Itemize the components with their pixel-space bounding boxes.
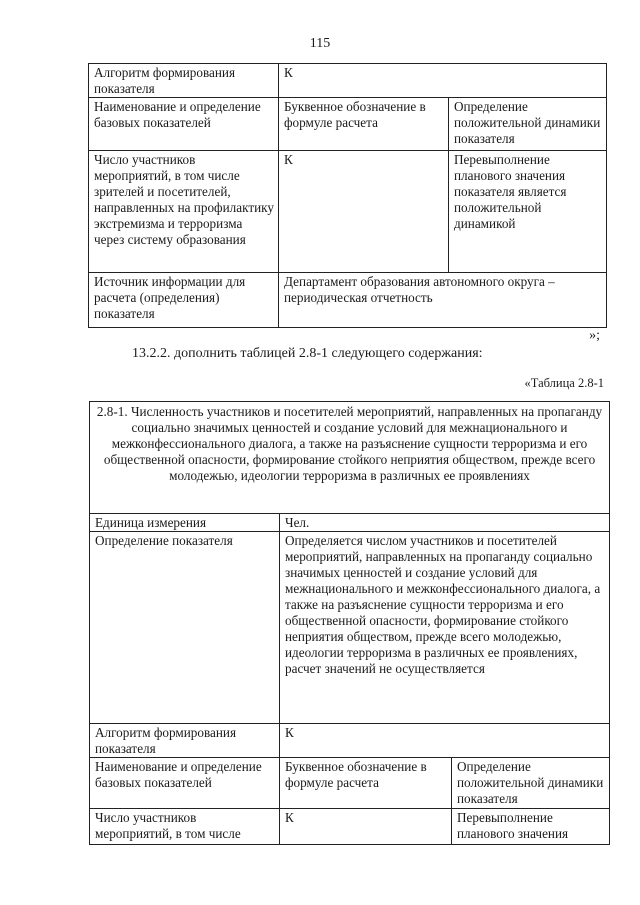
indicator-table-2-8-1 [89, 401, 610, 845]
closing-quote: »; [589, 328, 600, 343]
intro-paragraph: 13.2.2. дополнить таблицей 2.8-1 следующего содержания: [132, 346, 483, 361]
table-cell: Буквенное обозначение в формуле расчета [280, 758, 452, 809]
indicator-table-continued [88, 63, 607, 328]
table-cell: Чел. [280, 514, 610, 532]
table-row [89, 64, 607, 98]
table-row [90, 809, 610, 845]
table-cell: Источник информации для расчета (определения) показателя [89, 273, 279, 328]
table-cell: Определение показателя [90, 532, 280, 724]
table-cell: К [279, 64, 607, 98]
table-row [90, 402, 610, 514]
table-cell: Наименование и определение базовых показателей [90, 758, 280, 809]
table-cell: Департамент образования автономного округа – периодическая отчетность [279, 273, 607, 328]
table-cell: Единица измерения [90, 514, 280, 532]
table-cell: Алгоритм формирования показателя [90, 724, 280, 758]
table-row [90, 532, 610, 724]
page-number: 115 [309, 36, 331, 51]
table-cell: Наименование и определение базовых показателей [89, 98, 279, 151]
table-row [90, 514, 610, 532]
table-cell: Буквенное обозначение в формуле расчета [279, 98, 449, 151]
table-row [90, 724, 610, 758]
table-cell: Определяется числом участников и посетителей мероприятий, направленных на пропаганду социально значимых ценностей и создание условий для межнационального и межконфессионального диалога, а также на разъяснение сущности терроризма и его общественной опасности, формирование стойкого неприятия обществом, прежде всего молодежью, идеологии терроризма в различных ее проявлениях, расчет значений не осуществляется [280, 532, 610, 724]
table-row [89, 98, 607, 151]
table-cell: Перевыполнение планового значения показателя является положительной динамикой [449, 151, 607, 273]
table-row [89, 273, 607, 328]
table-cell: К [279, 151, 449, 273]
table-cell: Алгоритм формирования показателя [89, 64, 279, 98]
table-title: 2.8-1. Численность участников и посетителей мероприятий, направленных на пропаганду социально значимых ценностей и создание условий для межнационального и межконфессионального диалога, а также на разъяснение сущности терроризма и его общественной опасности, формирование стойкого неприятия обществом, прежде всего молодежью, идеологии терроризма в различных ее проявлениях [90, 402, 610, 514]
table-cell: К [280, 809, 452, 845]
table-row [89, 151, 607, 273]
table-cell: Определение положительной динамики показателя [452, 758, 610, 809]
table-cell: Число участников мероприятий, в том числе [90, 809, 280, 845]
table-row [90, 758, 610, 809]
table-cell: Определение положительной динамики показателя [449, 98, 607, 151]
table-cell: Перевыполнение планового значения [452, 809, 610, 845]
table-cell: Число участников мероприятий, в том числе зрителей и посетителей, направленных на профилактику экстремизма и терроризма через систему образования [89, 151, 279, 273]
table-label: «Таблица 2.8-1 [524, 376, 604, 390]
table-cell: К [280, 724, 610, 758]
